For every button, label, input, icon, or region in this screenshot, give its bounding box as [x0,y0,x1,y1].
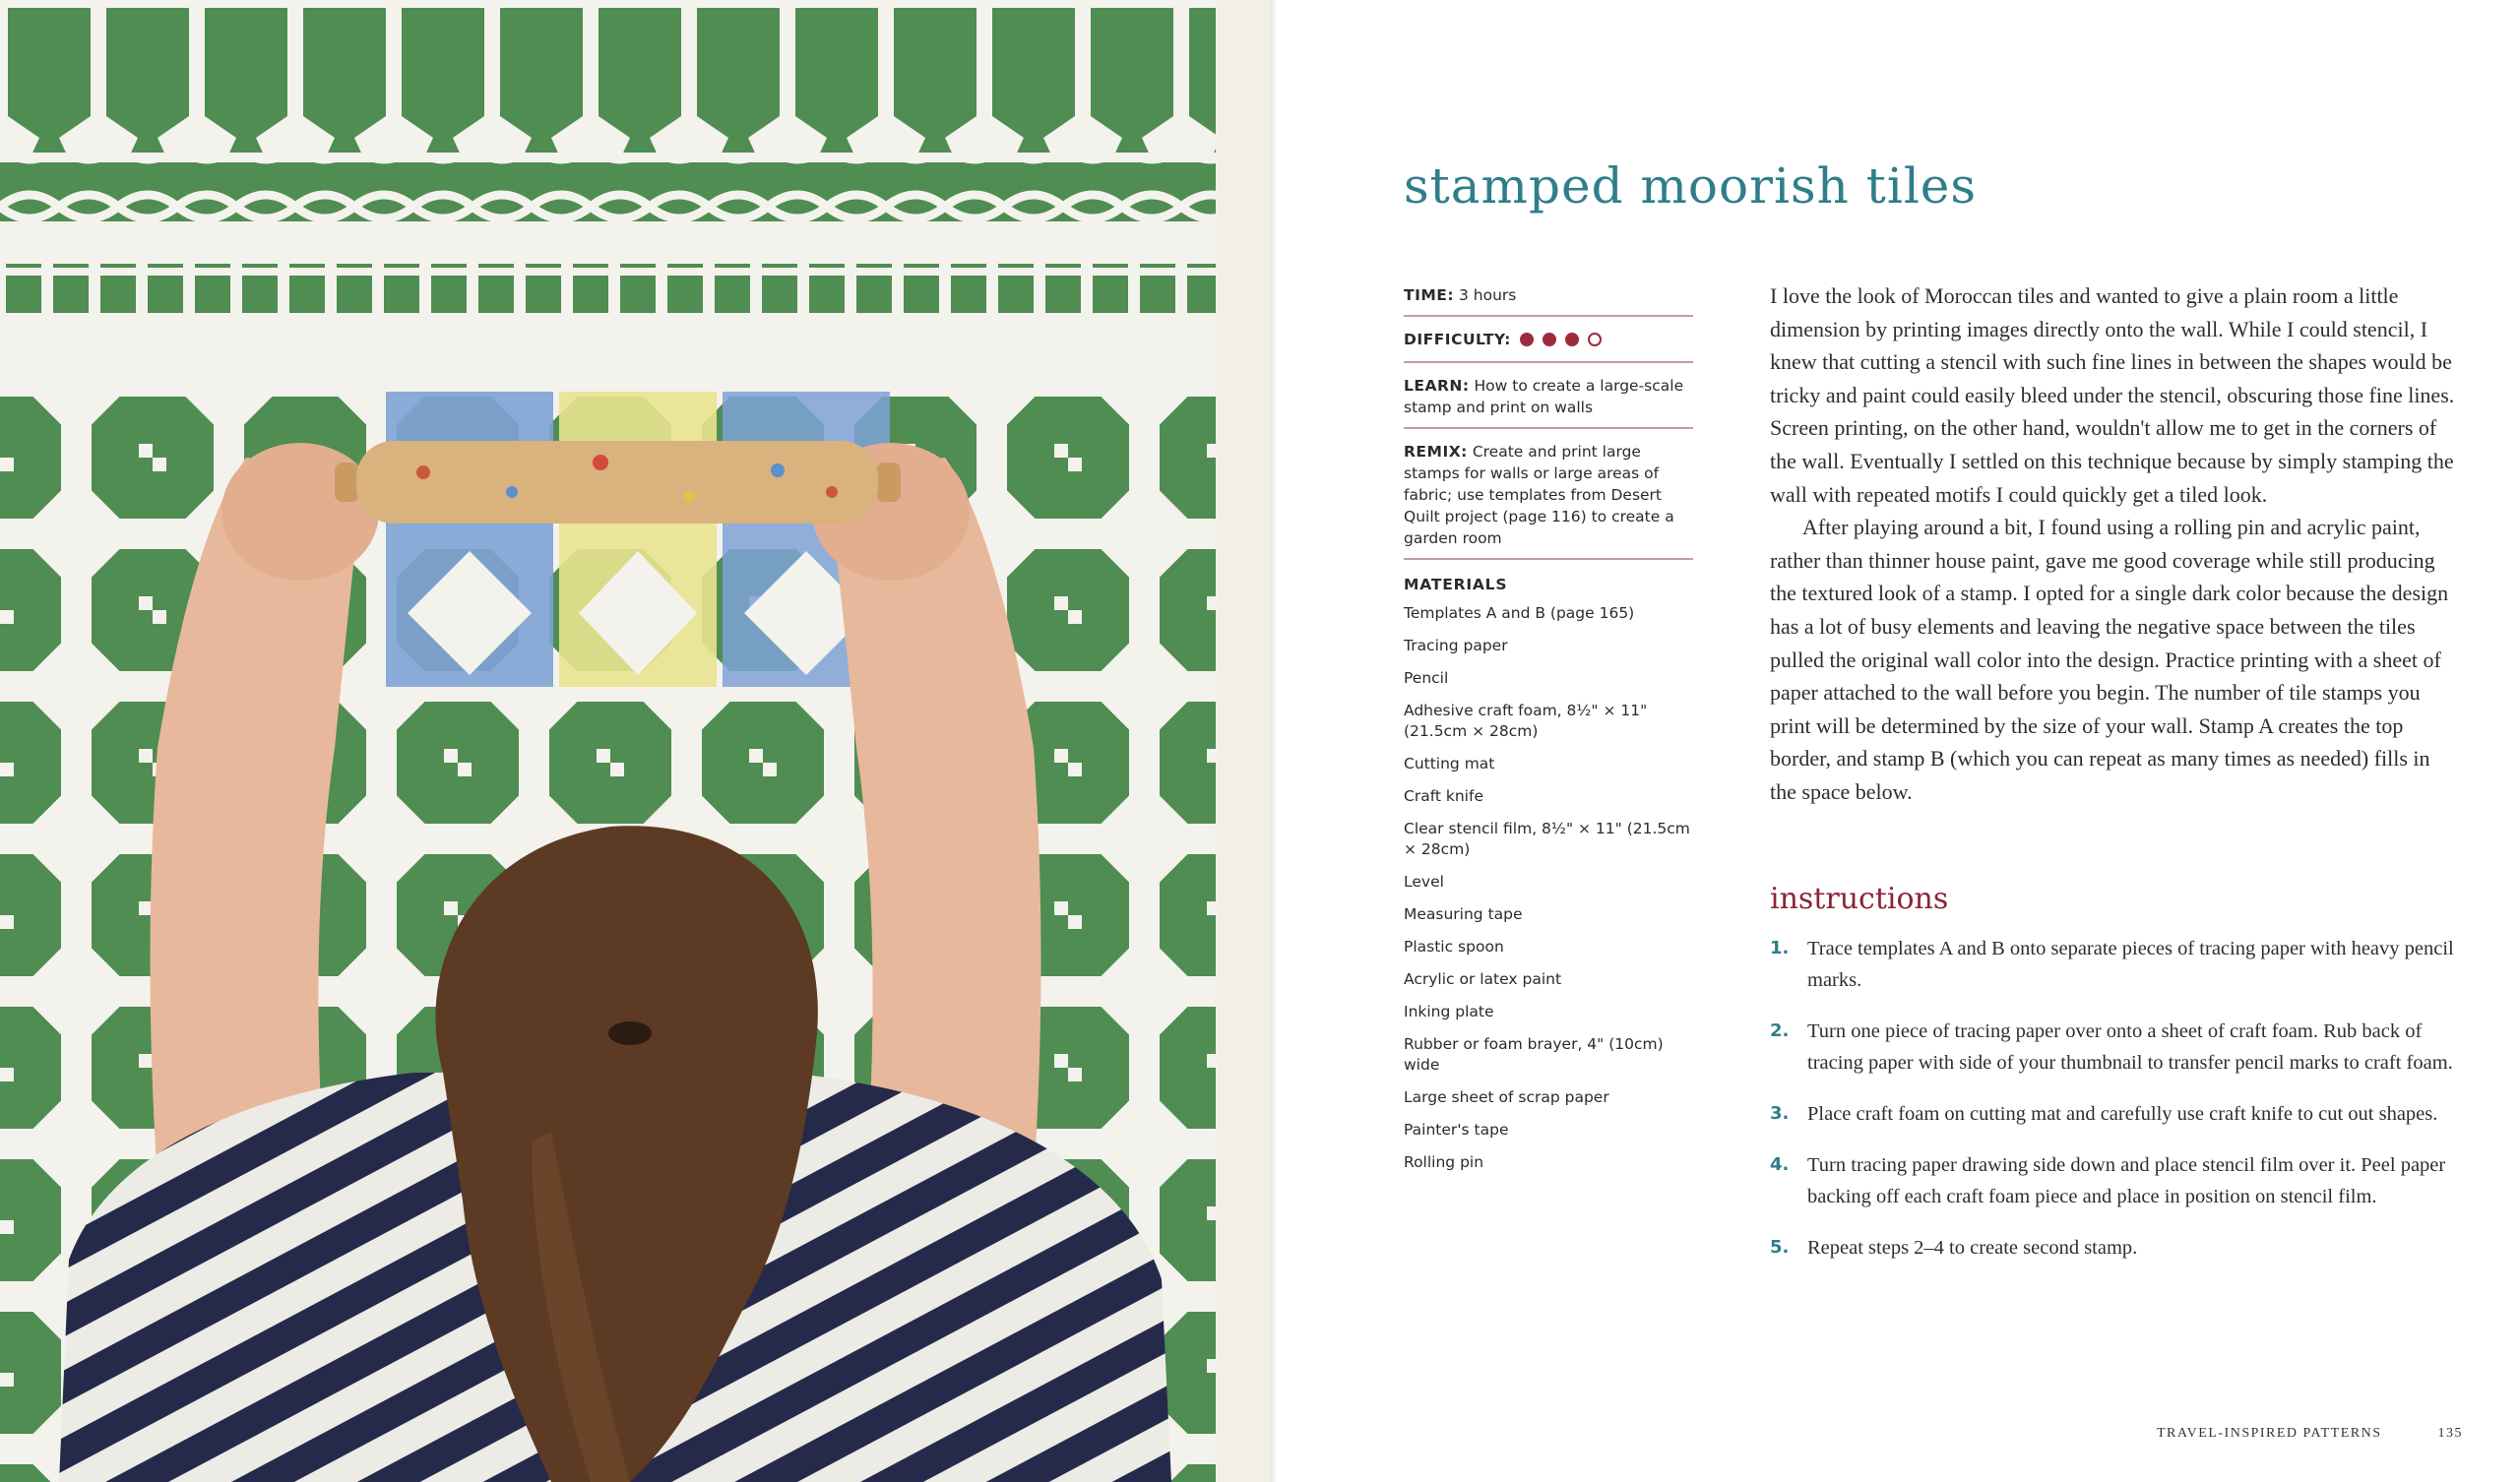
material-item: Clear stencil film, 8½" × 11" (21.5cm × 28cm) [1404,820,1690,858]
materials-list [1404,603,1693,1173]
time-value: 3 hours [1459,286,1517,304]
material-item: Inking plate [1404,1003,1494,1020]
learn-value: How to create a large-scale stamp and print on walls [1404,377,1684,416]
chain-border [0,162,1216,221]
step-number: 4. [1770,1154,1790,1175]
difficulty-dot-filled [1520,333,1534,346]
instruction-steps [1770,933,2459,1283]
difficulty-dot-filled [1543,333,1556,346]
instruction-step [1770,1232,2459,1264]
material-item: Pencil [1404,669,1449,687]
material-item: Tracing paper [1404,637,1508,654]
running-footer [2157,1426,2463,1442]
difficulty-dot-empty [1588,333,1602,346]
learn-row [1404,372,1693,429]
remix-label: REMIX: [1404,443,1468,461]
intro-text [1770,279,2459,809]
step-text: Turn tracing paper drawing side down and place stencil film over it. Peel paper backing off each craft foam piece and place in position on stencil film. [1807,1154,2446,1207]
step-text: Turn one piece of tracing paper over onto a sheet of craft foam. Rub back of tracing paper with side of your thumbnail to transfer pencil marks to craft foam. [1807,1020,2453,1074]
step-text: Repeat steps 2–4 to create second stamp. [1807,1237,2138,1259]
page-number: 135 [2437,1426,2463,1441]
material-item: Acrylic or latex paint [1404,970,1562,988]
difficulty-row [1404,326,1693,363]
rolling-pin [335,441,901,524]
step-text: Place craft foam on cutting mat and carefully use craft knife to cut out shapes. [1807,1103,2438,1125]
step-number: 1. [1770,938,1790,958]
materials-heading: MATERIALS [1404,576,1508,593]
material-item: Cutting mat [1404,755,1495,772]
material-item: Craft knife [1404,787,1483,805]
project-info-sidebar [1404,281,1693,1185]
footer-section: TRAVEL-INSPIRED PATTERNS [2156,1426,2382,1441]
material-item: Rubber or foam brayer, 4" (10cm) wide [1404,1035,1664,1074]
material-item: Templates A and B (page 165) [1404,604,1635,622]
remix-value: Create and print large stamps for walls or large areas of fabric; use templates from Desert Quilt project (page 116) to create a garden room [1404,443,1674,547]
material-item: Adhesive craft foam, 8½" × 11" (21.5cm × 28cm) [1404,702,1648,740]
material-item: Plastic spoon [1404,938,1504,956]
learn-label: LEARN: [1404,377,1470,395]
material-item: Large sheet of scrap paper [1404,1088,1609,1106]
step-text: Trace templates A and B onto separate pieces of tracing paper with heavy pencil marks. [1807,938,2454,991]
difficulty-label: DIFFICULTY: [1404,331,1511,348]
instruction-step [1770,933,2459,996]
material-item: Level [1404,873,1444,891]
instruction-step [1770,1149,2459,1212]
material-item: Painter's tape [1404,1121,1509,1139]
instruction-step [1770,1016,2459,1079]
step-number: 5. [1770,1237,1790,1258]
project-title: stamped moorish tiles [1404,157,1978,215]
top-border-tiles [0,0,1216,153]
time-label: TIME: [1404,286,1455,304]
material-item: Measuring tape [1404,905,1523,923]
instruction-step [1770,1098,2459,1130]
step-number: 3. [1770,1103,1790,1124]
step-number: 2. [1770,1020,1790,1041]
foam-stamps [386,392,890,687]
instructions-heading: instructions [1770,882,1949,916]
page-gutter [1270,0,1278,1482]
remix-row [1404,438,1693,560]
material-item: Rolling pin [1404,1153,1484,1171]
time-row [1404,281,1693,317]
intro-paragraph: After playing around a bit, I found using a rolling pin and acrylic paint, rather than thinner house paint, gave me good coverage while still producing the textured look of a stamp. I opted for a single dark color because the design has a lot of busy elements and leaving the negative space between the tiles pulled the original wall color into the design. Practice printing with a sheet of paper attached to the wall before you begin. The number of tile stamps you print will be determined by the size of your wall. Stamp A creates the top border, and stamp B (which you can repeat as many times as needed) fills in the space below. [1770,515,2449,804]
difficulty-rating [1520,331,1610,352]
difficulty-dot-filled [1565,333,1579,346]
intro-paragraph: I love the look of Moroccan tiles and wanted to give a plain room a little dimension by printing images directly onto the wall. While I could stencil, I knew that cutting a stencil with such fine lines in between the shapes would be tricky and paint could easily bleed under the stencil, obscuring those fine lines. Screen printing, on the other hand, wouldn't allow me to get in the corners of the wall. Eventually I settled on this technique because by simply stamping the wall with repeated motifs I could quickly get a tiled look. [1770,283,2455,507]
teeth-border [0,264,1216,313]
